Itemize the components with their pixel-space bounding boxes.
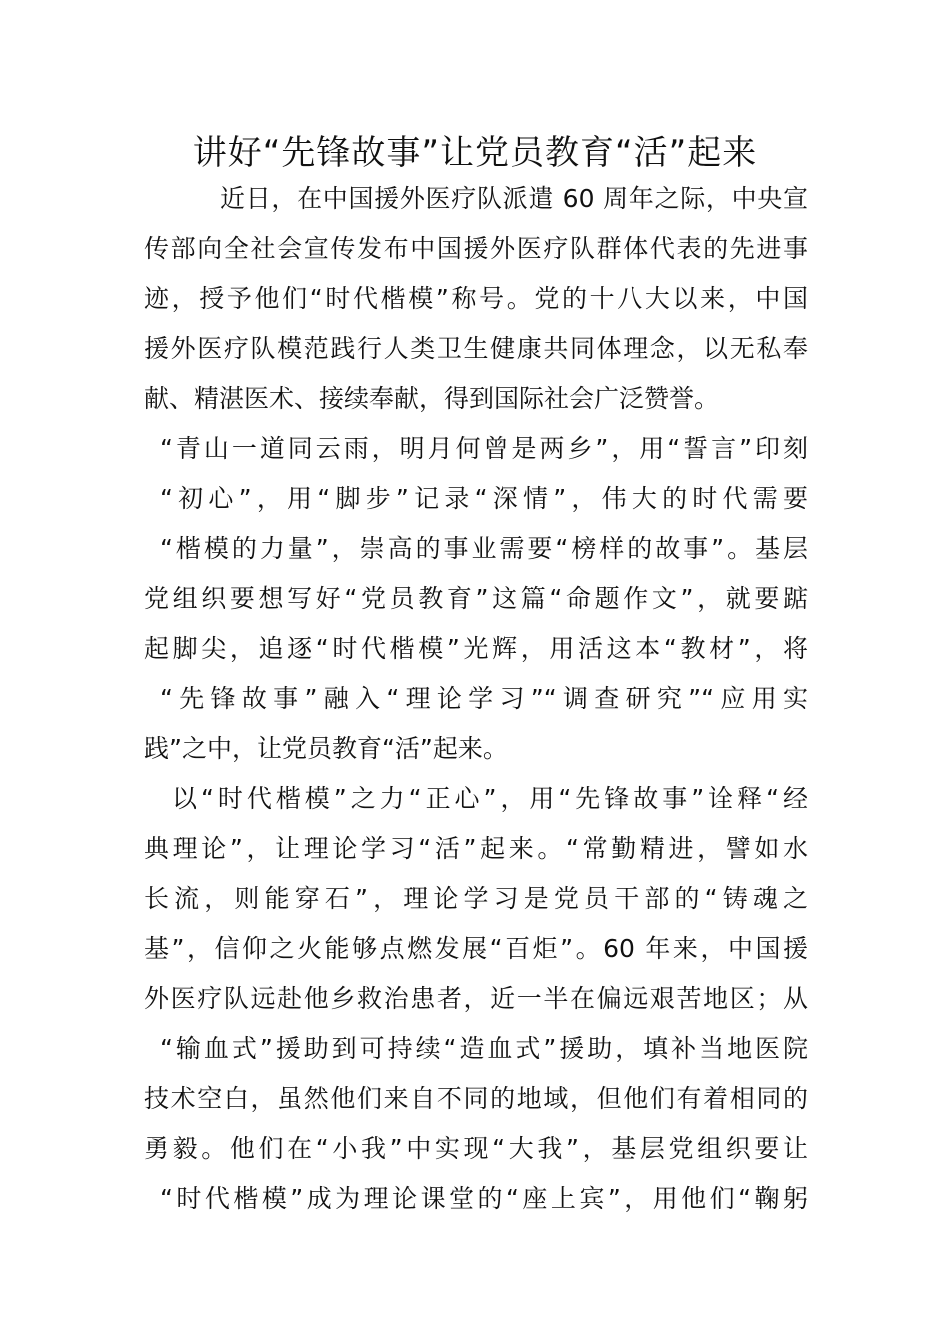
paragraph-2-line-6: “先锋故事”融入“理论学习”“调查研究”“应用实 bbox=[160, 684, 808, 713]
paragraph-2-line-4: 党组织要想写好“党员教育”这篇“命题作文”，就要踮 bbox=[144, 584, 808, 613]
paragraph-1-line-1: 近日，在中国援外医疗队派遣 60 周年之际，中央宣 bbox=[220, 184, 808, 213]
paragraph-3-line-7: 技术空白，虽然他们来自不同的地域，但他们有着相同的 bbox=[144, 1084, 808, 1113]
paragraph-2-line-3: “楷模的力量”，崇高的事业需要“榜样的故事”。基层 bbox=[160, 534, 808, 563]
paragraph-3-line-3: 长流，则能穿石”，理论学习是党员干部的“铸魂之 bbox=[144, 884, 808, 913]
paragraph-1-line-3: 迹，授予他们“时代楷模”称号。党的十八大以来，中国 bbox=[144, 284, 808, 313]
paragraph-3-line-8: 勇毅。他们在“小我”中实现“大我”，基层党组织要让 bbox=[144, 1134, 808, 1163]
paragraph-2-line-5: 起脚尖，追逐“时代楷模”光辉，用活这本“教材”，将 bbox=[144, 634, 808, 663]
paragraph-1-line-5: 献、精湛医术、接续奉献，得到国际社会广泛赞誉。 bbox=[144, 384, 720, 413]
paragraph-3-line-2: 典理论”，让理论学习“活”起来。“常勤精进，譬如水 bbox=[144, 834, 808, 863]
paragraph-3-line-4: 基”，信仰之火能够点燃发展“百炬”。60 年来，中国援 bbox=[144, 934, 808, 963]
document-title: 讲好“先锋故事”让党员教育“活”起来 bbox=[192, 133, 758, 173]
paragraph-1-line-2: 传部向全社会宣传发布中国援外医疗队群体代表的先进事 bbox=[144, 234, 808, 263]
paragraph-2-line-2: “初心”，用“脚步”记录“深情”，伟大的时代需要 bbox=[160, 484, 808, 513]
paragraph-3-line-5: 外医疗队远赴他乡救治患者，近一半在偏远艰苦地区；从 bbox=[144, 984, 808, 1013]
paragraph-1-line-4: 援外医疗队模范践行人类卫生健康共同体理念，以无私奉 bbox=[144, 334, 808, 363]
paragraph-3-line-9: “时代楷模”成为理论课堂的“座上宾”，用他们“鞠躬 bbox=[160, 1184, 808, 1213]
paragraph-2-line-1: “青山一道同云雨，明月何曾是两乡”，用“誓言”印刻 bbox=[160, 434, 808, 463]
paragraph-2-line-7: 践”之中，让党员教育“活”起来。 bbox=[144, 734, 508, 763]
paragraph-3-line-6: “输血式”援助到可持续“造血式”援助，填补当地医院 bbox=[160, 1034, 808, 1063]
paragraph-3-line-1: 以“时代楷模”之力“正心”，用“先锋故事”诠释“经 bbox=[172, 784, 808, 813]
